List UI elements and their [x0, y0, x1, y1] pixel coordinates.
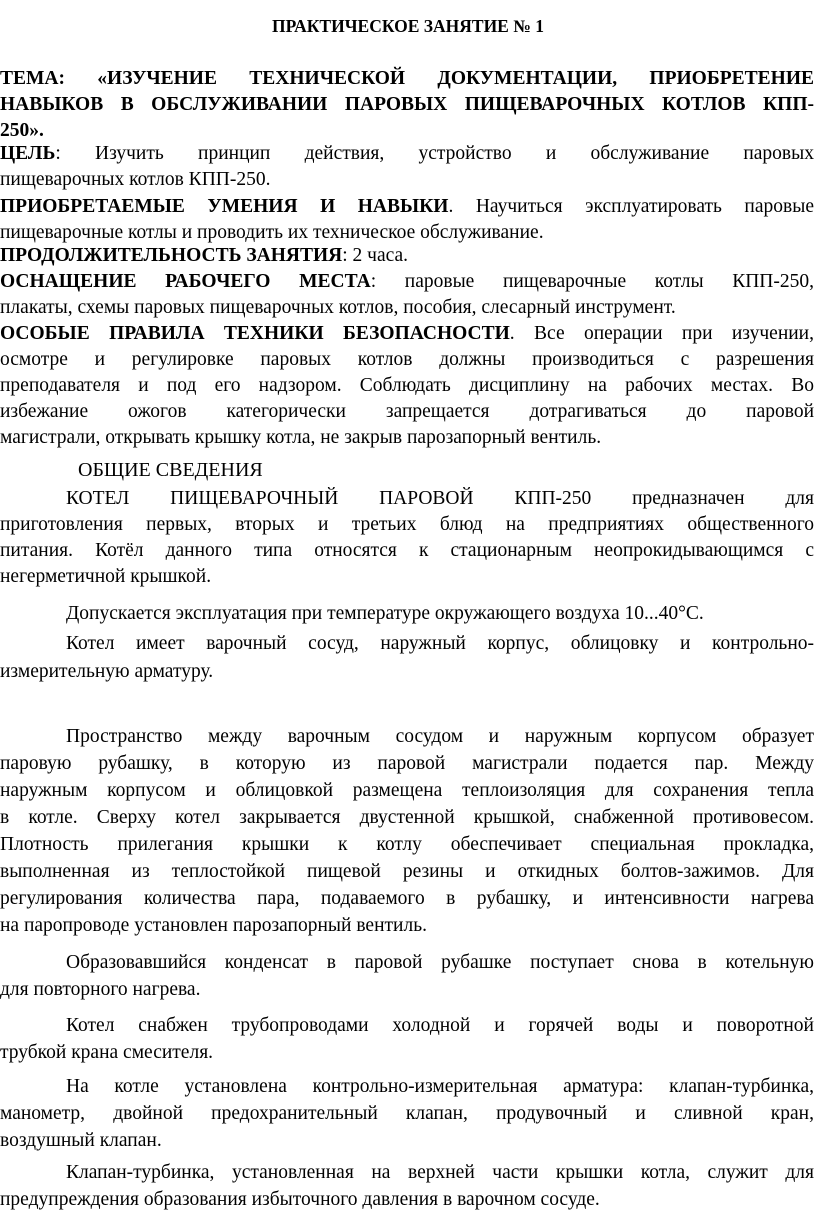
topic-line-3: 250».	[0, 120, 44, 141]
general-p1-line-2: приготовления первых, вторых и третьих блюд на предприятиях общественного	[0, 514, 814, 535]
general-p3-line-1: Котел имеет варочный сосуд, наружный корпус, облицовку и контрольно-	[66, 633, 814, 654]
safety-line-5: магистрали, открывать крышку котла, не закрыв парозапорный вентиль.	[0, 427, 602, 448]
general-p4-line-8: на паропроводе установлен парозапорный вентиль.	[0, 915, 427, 936]
general-p4-line-1: Пространство между варочным сосудом и наружным корпусом образует	[66, 726, 814, 747]
general-p5-line-1: Образовавшийся конденсат в паровой рубашке поступает снова в котельную	[66, 952, 814, 973]
page-title: ПРАКТИЧЕСКОЕ ЗАНЯТИЕ № 1	[272, 16, 544, 36]
topic-line-2: НАВЫКОВ В ОБСЛУЖИВАНИИ ПАРОВЫХ ПИЩЕВАРОЧНЫХ КОТЛОВ КПП-	[0, 94, 814, 115]
general-p4-line-6: выполненная из теплостойкой пищевой резины и откидных болтов-зажимов. Для	[0, 861, 814, 882]
safety-line-1	[0, 321, 814, 347]
general-p1-line-3: питания. Котёл данного типа относятся к стационарным неопрокидывающимся с	[0, 540, 814, 561]
safety-line-3: преподавателя и под его надзором. Соблюдать дисциплину на рабочих местах. Во	[0, 375, 814, 396]
skills-label: ПРИОБРЕТАЕМЫЕ УМЕНИЯ И НАВЫКИ	[0, 196, 449, 217]
skills-text: . Научиться эксплуатировать паровые	[448, 196, 814, 217]
equipment-label: ОСНАЩЕНИЕ РАБОЧЕГО МЕСТА	[0, 271, 371, 292]
skills-line-2: пищеварочные котлы и проводить их техническое обслуживание.	[0, 222, 544, 243]
safety-line-4: избежание ожогов категорически запрещается дотрагиваться до паровой	[0, 401, 814, 422]
goal-line-2: пищеварочных котлов КПП-250.	[0, 169, 271, 190]
general-p1-line-1: КОТЕЛ ПИЩЕВАРОЧНЫЙ ПАРОВОЙ КПП-250 предназначен для	[66, 488, 814, 509]
general-p7-line-2: манометр, двойной предохранительный клапан, продувочный и сливной кран,	[0, 1103, 814, 1124]
general-p4-line-4: в котле. Сверху котел закрывается двустенной крышкой, снабженной противовесом.	[0, 807, 814, 828]
equipment-text: : паровые пищеварочные котлы КПП-250,	[370, 271, 814, 292]
goal-text: : Изучить принцип действия, устройство и обслуживание паровых	[55, 143, 814, 164]
skills-line-1	[0, 194, 814, 220]
general-p4-line-2: паровую рубашку, в которую из паровой магистрали подается пар. Между	[0, 753, 814, 774]
general-p5-line-2: для повторного нагрева.	[0, 979, 201, 1000]
safety-line-2: осмотре и регулировке паровых котлов должны производиться с разрешения	[0, 349, 814, 370]
safety-text: . Все операции при изучении,	[509, 323, 814, 344]
duration-line	[0, 243, 408, 269]
topic-line-1: ТЕМА: «ИЗУЧЕНИЕ ТЕХНИЧЕСКОЙ ДОКУМЕНТАЦИИ, ПРИОБРЕТЕНИЕ	[0, 68, 814, 89]
general-p7-line-3: воздушный клапан.	[0, 1130, 162, 1151]
general-p6-line-2: трубкой крана смесителя.	[0, 1042, 214, 1063]
general-p4-line-7: регулирования количества пара, подаваемого в рубашку, и интенсивности нагрева	[0, 888, 814, 909]
duration-label: ПРОДОЛЖИТЕЛЬНОСТЬ ЗАНЯТИЯ	[0, 245, 343, 266]
goal-label: ЦЕЛЬ	[0, 143, 56, 164]
general-p7-line-1: На котле установлена контрольно-измерительная арматура: клапан-турбинка,	[66, 1076, 814, 1097]
general-p4-line-5: Плотность прилегания крышки к котлу обеспечивает специальная прокладка,	[0, 834, 814, 855]
general-p6-line-1: Котел снабжен трубопроводами холодной и горячей воды и поворотной	[66, 1015, 814, 1036]
goal-line-1	[0, 141, 814, 167]
section-heading-general: ОБЩИЕ СВЕДЕНИЯ	[78, 459, 263, 481]
general-p4-line-3: наружным корпусом и облицовкой размещена теплоизоляция для сохранения тепла	[0, 780, 814, 801]
general-p2-line-1: Допускается эксплуатация при температуре окружающего воздуха 10...40°С.	[66, 603, 704, 624]
equipment-line-1	[0, 269, 814, 295]
general-p8-line-2: предупреждения образования избыточного давления в варочном сосуде.	[0, 1189, 600, 1210]
equipment-line-2: плакаты, схемы паровых пищеварочных котлов, пособия, слесарный инструмент.	[0, 297, 676, 318]
duration-text: : 2 часа.	[342, 245, 409, 266]
general-p8-line-1: Клапан-турбинка, установленная на верхней части крышки котла, служит для	[66, 1162, 814, 1183]
general-p1-line-4: негерметичной крышкой.	[0, 566, 212, 587]
safety-label: ОСОБЫЕ ПРАВИЛА ТЕХНИКИ БЕЗОПАСНОСТИ	[0, 323, 510, 344]
general-p3-line-2: измерительную арматуру.	[0, 661, 214, 682]
